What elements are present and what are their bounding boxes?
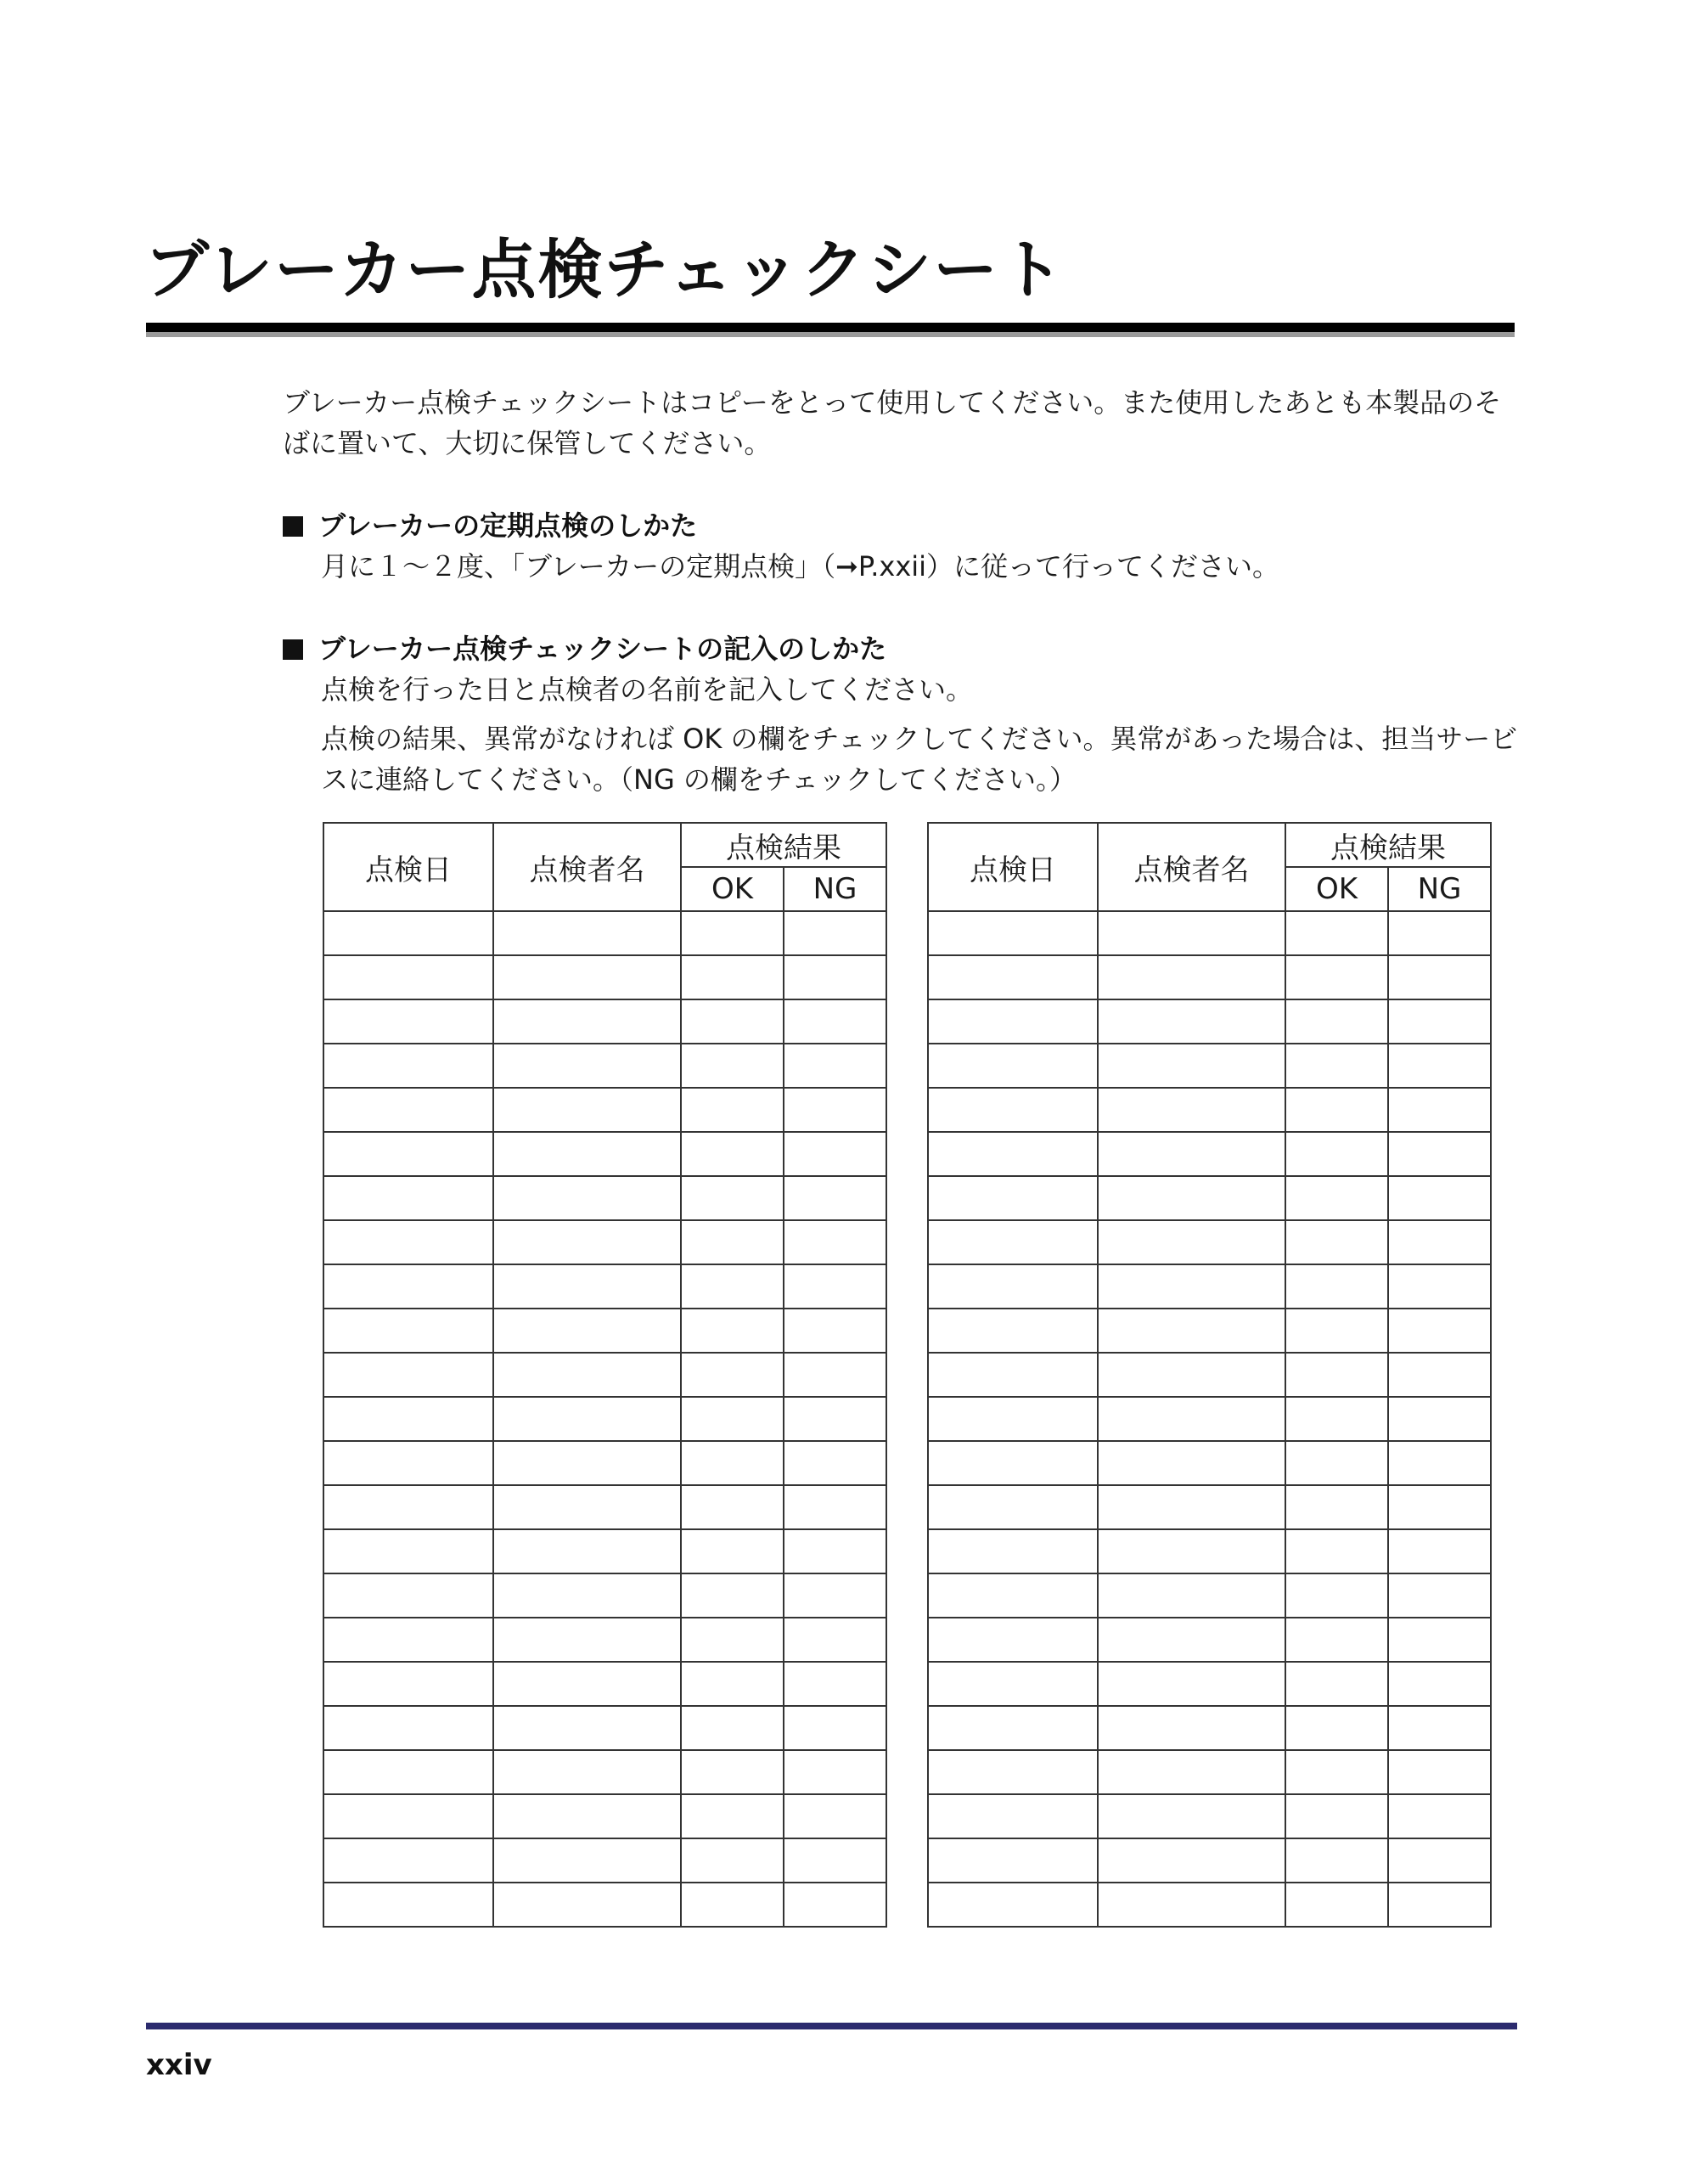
table-row bbox=[323, 1838, 886, 1883]
inspector-cell[interactable] bbox=[493, 1883, 681, 1927]
date-cell[interactable] bbox=[323, 1176, 493, 1220]
ok-checkbox-cell[interactable] bbox=[681, 1220, 784, 1264]
date-cell[interactable] bbox=[928, 1529, 1098, 1573]
inspector-cell[interactable] bbox=[1098, 1838, 1285, 1883]
date-cell[interactable] bbox=[323, 1529, 493, 1573]
ng-checkbox-cell[interactable] bbox=[784, 1529, 886, 1573]
inspector-cell[interactable] bbox=[493, 1706, 681, 1750]
inspector-cell[interactable] bbox=[1098, 1750, 1285, 1794]
header-ng: NG bbox=[1388, 867, 1491, 911]
date-cell[interactable] bbox=[323, 1485, 493, 1529]
date-cell[interactable] bbox=[928, 999, 1098, 1044]
ng-checkbox-cell[interactable] bbox=[1388, 1441, 1491, 1485]
ng-checkbox-cell[interactable] bbox=[1388, 955, 1491, 999]
date-cell[interactable] bbox=[928, 911, 1098, 955]
ng-checkbox-cell[interactable] bbox=[1388, 1220, 1491, 1264]
table-row bbox=[928, 1220, 1491, 1264]
section-body-how-to-fill bbox=[321, 669, 1522, 808]
date-cell[interactable] bbox=[928, 1573, 1098, 1618]
inspector-cell[interactable] bbox=[1098, 1397, 1285, 1441]
ok-checkbox-cell[interactable] bbox=[1285, 1132, 1388, 1176]
inspector-cell[interactable] bbox=[1098, 1485, 1285, 1529]
table-row bbox=[928, 1750, 1491, 1794]
section-paragraph: 点検の結果、異常がなければ OK の欄をチェックしてください。異常があった場合は、担当サービスに連絡してください。（NG の欄をチェックしてください。） bbox=[321, 723, 1518, 796]
date-cell[interactable] bbox=[928, 1750, 1098, 1794]
ok-checkbox-cell[interactable] bbox=[1285, 1706, 1388, 1750]
table-row bbox=[323, 1662, 886, 1706]
ng-checkbox-cell[interactable] bbox=[784, 1353, 886, 1397]
title-rule bbox=[146, 323, 1515, 332]
ng-checkbox-cell[interactable] bbox=[1388, 1750, 1491, 1794]
table-row bbox=[928, 1132, 1491, 1176]
ok-checkbox-cell[interactable] bbox=[1285, 1883, 1388, 1927]
ng-checkbox-cell[interactable] bbox=[1388, 1088, 1491, 1132]
ok-checkbox-cell[interactable] bbox=[681, 1794, 784, 1838]
table-row bbox=[928, 1485, 1491, 1529]
inspector-cell[interactable] bbox=[493, 1264, 681, 1309]
date-cell[interactable] bbox=[323, 1706, 493, 1750]
table-row bbox=[928, 1353, 1491, 1397]
ok-checkbox-cell[interactable] bbox=[681, 1838, 784, 1883]
section-heading-text: ブレーカー点検チェックシートの記入のしかた bbox=[318, 633, 887, 665]
ok-checkbox-cell[interactable] bbox=[681, 1883, 784, 1927]
inspector-cell[interactable] bbox=[493, 1485, 681, 1529]
table-row bbox=[323, 1088, 886, 1132]
ok-checkbox-cell[interactable] bbox=[681, 1662, 784, 1706]
inspector-cell[interactable] bbox=[493, 1088, 681, 1132]
ok-checkbox-cell[interactable] bbox=[681, 999, 784, 1044]
table-row bbox=[928, 911, 1491, 955]
inspector-cell[interactable] bbox=[1098, 1353, 1285, 1397]
table-row bbox=[928, 955, 1491, 999]
ok-checkbox-cell[interactable] bbox=[681, 1397, 784, 1441]
inspector-cell[interactable] bbox=[1098, 1662, 1285, 1706]
table-row bbox=[928, 1706, 1491, 1750]
ok-checkbox-cell[interactable] bbox=[1285, 999, 1388, 1044]
date-cell[interactable] bbox=[323, 1397, 493, 1441]
ng-checkbox-cell[interactable] bbox=[1388, 1176, 1491, 1220]
inspector-cell[interactable] bbox=[493, 955, 681, 999]
section-heading-periodic-inspection bbox=[283, 505, 697, 546]
table-row bbox=[323, 1397, 886, 1441]
table-body bbox=[323, 911, 886, 1927]
ok-checkbox-cell[interactable] bbox=[1285, 1353, 1388, 1397]
date-cell[interactable] bbox=[928, 1441, 1098, 1485]
table-row bbox=[323, 1883, 886, 1927]
table-row bbox=[928, 999, 1491, 1044]
date-cell[interactable] bbox=[323, 1441, 493, 1485]
ng-checkbox-cell[interactable] bbox=[1388, 1132, 1491, 1176]
date-cell[interactable] bbox=[928, 1838, 1098, 1883]
ng-checkbox-cell[interactable] bbox=[784, 1573, 886, 1618]
ng-checkbox-cell[interactable] bbox=[1388, 1264, 1491, 1309]
date-cell[interactable] bbox=[323, 1573, 493, 1618]
ok-checkbox-cell[interactable] bbox=[681, 1088, 784, 1132]
ok-checkbox-cell[interactable] bbox=[681, 1441, 784, 1485]
ok-checkbox-cell[interactable] bbox=[1285, 1441, 1388, 1485]
inspector-cell[interactable] bbox=[493, 1662, 681, 1706]
ng-checkbox-cell[interactable] bbox=[1388, 1397, 1491, 1441]
header-inspector: 点検者名 bbox=[493, 823, 681, 911]
table-row bbox=[928, 1838, 1491, 1883]
ok-checkbox-cell[interactable] bbox=[681, 955, 784, 999]
date-cell[interactable] bbox=[323, 1044, 493, 1088]
ng-checkbox-cell[interactable] bbox=[784, 1088, 886, 1132]
date-cell[interactable] bbox=[928, 1088, 1098, 1132]
inspector-cell[interactable] bbox=[1098, 1794, 1285, 1838]
inspector-cell[interactable] bbox=[1098, 1220, 1285, 1264]
ng-checkbox-cell[interactable] bbox=[1388, 1044, 1491, 1088]
table-row bbox=[928, 1309, 1491, 1353]
section-paragraph: 月に１～２度、「ブレーカーの定期点検」（➞P.xxii）に従って行ってください。 bbox=[321, 550, 1280, 583]
inspector-cell[interactable] bbox=[1098, 1573, 1285, 1618]
inspector-cell[interactable] bbox=[1098, 1618, 1285, 1662]
table-row bbox=[928, 1618, 1491, 1662]
date-cell[interactable] bbox=[323, 955, 493, 999]
date-cell[interactable] bbox=[928, 1794, 1098, 1838]
check-table-right bbox=[927, 822, 1492, 1928]
date-cell[interactable] bbox=[928, 1397, 1098, 1441]
ok-checkbox-cell[interactable] bbox=[1285, 1088, 1388, 1132]
date-cell[interactable] bbox=[323, 1883, 493, 1927]
ng-checkbox-cell[interactable] bbox=[1388, 1706, 1491, 1750]
ng-checkbox-cell[interactable] bbox=[1388, 1794, 1491, 1838]
date-cell[interactable] bbox=[323, 999, 493, 1044]
footer-rule bbox=[146, 2023, 1517, 2029]
header-date: 点検日 bbox=[323, 823, 493, 911]
square-bullet-icon bbox=[283, 516, 303, 537]
inspector-cell[interactable] bbox=[1098, 1176, 1285, 1220]
ok-checkbox-cell[interactable] bbox=[1285, 1485, 1388, 1529]
ok-checkbox-cell[interactable] bbox=[1285, 1618, 1388, 1662]
ng-checkbox-cell[interactable] bbox=[784, 1264, 886, 1309]
ng-checkbox-cell[interactable] bbox=[784, 1397, 886, 1441]
ok-checkbox-cell[interactable] bbox=[681, 1485, 784, 1529]
header-inspector: 点検者名 bbox=[1098, 823, 1285, 911]
date-cell[interactable] bbox=[928, 955, 1098, 999]
inspector-cell[interactable] bbox=[1098, 1706, 1285, 1750]
ok-checkbox-cell[interactable] bbox=[1285, 955, 1388, 999]
inspector-cell[interactable] bbox=[1098, 1883, 1285, 1927]
ok-checkbox-cell[interactable] bbox=[681, 1044, 784, 1088]
table-row bbox=[928, 1573, 1491, 1618]
intro-text: ブレーカー点検チェックシートはコピーをとって使用してください。また使用したあとも本製品のそばに置いて、大切に保管してください。 bbox=[283, 386, 1502, 459]
table-row bbox=[928, 1883, 1491, 1927]
ng-checkbox-cell[interactable] bbox=[1388, 999, 1491, 1044]
table-row bbox=[928, 1397, 1491, 1441]
ng-checkbox-cell[interactable] bbox=[784, 911, 886, 955]
ok-checkbox-cell[interactable] bbox=[1285, 911, 1388, 955]
ok-checkbox-cell[interactable] bbox=[1285, 1750, 1388, 1794]
ok-checkbox-cell[interactable] bbox=[681, 1176, 784, 1220]
table-row bbox=[928, 1662, 1491, 1706]
date-cell[interactable] bbox=[928, 1883, 1098, 1927]
ok-checkbox-cell[interactable] bbox=[681, 1573, 784, 1618]
date-cell[interactable] bbox=[928, 1706, 1098, 1750]
ng-checkbox-cell[interactable] bbox=[784, 1662, 886, 1706]
ok-checkbox-cell[interactable] bbox=[1285, 1309, 1388, 1353]
header-ok: OK bbox=[681, 867, 784, 911]
date-cell[interactable] bbox=[323, 1264, 493, 1309]
page-number: xxiv bbox=[146, 2048, 212, 2082]
page-title: ブレーカー点検チェックシート bbox=[144, 232, 1066, 307]
date-cell[interactable] bbox=[928, 1264, 1098, 1309]
ng-checkbox-cell[interactable] bbox=[784, 1794, 886, 1838]
inspector-cell[interactable] bbox=[493, 1573, 681, 1618]
date-cell[interactable] bbox=[323, 1838, 493, 1883]
ng-checkbox-cell[interactable] bbox=[1388, 1353, 1491, 1397]
ok-checkbox-cell[interactable] bbox=[681, 1264, 784, 1309]
table-row bbox=[323, 1264, 886, 1309]
inspector-cell[interactable] bbox=[1098, 1529, 1285, 1573]
header-result: 点検結果 bbox=[1285, 823, 1491, 867]
date-cell[interactable] bbox=[323, 1662, 493, 1706]
ng-checkbox-cell[interactable] bbox=[1388, 1838, 1491, 1883]
date-cell[interactable] bbox=[323, 1088, 493, 1132]
date-cell[interactable] bbox=[323, 1618, 493, 1662]
section-heading-how-to-fill bbox=[283, 628, 886, 669]
table-row bbox=[323, 1309, 886, 1353]
ok-checkbox-cell[interactable] bbox=[681, 1353, 784, 1397]
ok-checkbox-cell[interactable] bbox=[1285, 1529, 1388, 1573]
inspector-cell[interactable] bbox=[493, 1132, 681, 1176]
table-row bbox=[323, 1044, 886, 1088]
table-row bbox=[928, 1794, 1491, 1838]
ng-checkbox-cell[interactable] bbox=[1388, 1883, 1491, 1927]
inspector-cell[interactable] bbox=[493, 1838, 681, 1883]
inspector-cell[interactable] bbox=[1098, 1088, 1285, 1132]
date-cell[interactable] bbox=[323, 1750, 493, 1794]
inspector-cell[interactable] bbox=[493, 1529, 681, 1573]
table-row bbox=[323, 1573, 886, 1618]
table-row bbox=[323, 911, 886, 955]
ng-checkbox-cell[interactable] bbox=[1388, 1485, 1491, 1529]
ng-checkbox-cell[interactable] bbox=[784, 1044, 886, 1088]
inspector-cell[interactable] bbox=[493, 1309, 681, 1353]
header-ng: NG bbox=[784, 867, 886, 911]
square-bullet-icon bbox=[283, 639, 303, 660]
inspector-cell[interactable] bbox=[493, 1618, 681, 1662]
date-cell[interactable] bbox=[928, 1176, 1098, 1220]
inspector-cell[interactable] bbox=[493, 1441, 681, 1485]
header-result: 点検結果 bbox=[681, 823, 886, 867]
ok-checkbox-cell[interactable] bbox=[1285, 1397, 1388, 1441]
date-cell[interactable] bbox=[928, 1132, 1098, 1176]
inspector-cell[interactable] bbox=[1098, 955, 1285, 999]
table-body bbox=[928, 911, 1491, 1927]
date-cell[interactable] bbox=[928, 1353, 1098, 1397]
ng-checkbox-cell[interactable] bbox=[784, 1441, 886, 1485]
inspector-cell[interactable] bbox=[1098, 1441, 1285, 1485]
ng-checkbox-cell[interactable] bbox=[784, 1750, 886, 1794]
ng-checkbox-cell[interactable] bbox=[1388, 911, 1491, 955]
table-row bbox=[928, 1176, 1491, 1220]
ok-checkbox-cell[interactable] bbox=[1285, 1044, 1388, 1088]
ok-checkbox-cell[interactable] bbox=[1285, 1662, 1388, 1706]
inspector-cell[interactable] bbox=[1098, 1309, 1285, 1353]
header-date: 点検日 bbox=[928, 823, 1098, 911]
ok-checkbox-cell[interactable] bbox=[681, 1309, 784, 1353]
ng-checkbox-cell[interactable] bbox=[1388, 1662, 1491, 1706]
ng-checkbox-cell[interactable] bbox=[1388, 1573, 1491, 1618]
ok-checkbox-cell[interactable] bbox=[1285, 1794, 1388, 1838]
ok-checkbox-cell[interactable] bbox=[681, 911, 784, 955]
ng-checkbox-cell[interactable] bbox=[784, 1883, 886, 1927]
ng-checkbox-cell[interactable] bbox=[784, 1132, 886, 1176]
table-row bbox=[323, 1750, 886, 1794]
header-ok: OK bbox=[1285, 867, 1388, 911]
ok-checkbox-cell[interactable] bbox=[1285, 1264, 1388, 1309]
date-cell[interactable] bbox=[928, 1044, 1098, 1088]
date-cell[interactable] bbox=[928, 1309, 1098, 1353]
inspector-cell[interactable] bbox=[493, 1750, 681, 1794]
table-row bbox=[928, 1529, 1491, 1573]
date-cell[interactable] bbox=[323, 1220, 493, 1264]
ng-checkbox-cell[interactable] bbox=[784, 955, 886, 999]
inspector-cell[interactable] bbox=[1098, 1264, 1285, 1309]
section-heading-text: ブレーカーの定期点検のしかた bbox=[318, 509, 698, 542]
inspector-cell[interactable] bbox=[1098, 911, 1285, 955]
section-body-periodic-inspection bbox=[321, 546, 1522, 595]
ok-checkbox-cell[interactable] bbox=[681, 1132, 784, 1176]
date-cell[interactable] bbox=[323, 1309, 493, 1353]
inspector-cell[interactable] bbox=[493, 1353, 681, 1397]
ng-checkbox-cell[interactable] bbox=[784, 1838, 886, 1883]
ok-checkbox-cell[interactable] bbox=[1285, 1573, 1388, 1618]
table-row bbox=[323, 955, 886, 999]
table-row bbox=[323, 999, 886, 1044]
ok-checkbox-cell[interactable] bbox=[681, 1529, 784, 1573]
ng-checkbox-cell[interactable] bbox=[784, 1176, 886, 1220]
ng-checkbox-cell[interactable] bbox=[784, 1485, 886, 1529]
ok-checkbox-cell[interactable] bbox=[681, 1618, 784, 1662]
inspector-cell[interactable] bbox=[493, 1044, 681, 1088]
table-row bbox=[323, 1485, 886, 1529]
inspector-cell[interactable] bbox=[1098, 1132, 1285, 1176]
inspector-cell[interactable] bbox=[493, 999, 681, 1044]
date-cell[interactable] bbox=[928, 1220, 1098, 1264]
ng-checkbox-cell[interactable] bbox=[1388, 1618, 1491, 1662]
table-row bbox=[928, 1088, 1491, 1132]
date-cell[interactable] bbox=[323, 1132, 493, 1176]
table-row bbox=[323, 1706, 886, 1750]
ok-checkbox-cell[interactable] bbox=[681, 1706, 784, 1750]
table-row bbox=[323, 1618, 886, 1662]
table-row bbox=[323, 1220, 886, 1264]
inspector-cell[interactable] bbox=[493, 1397, 681, 1441]
date-cell[interactable] bbox=[928, 1485, 1098, 1529]
table-row bbox=[323, 1794, 886, 1838]
title-rule-shadow bbox=[146, 332, 1515, 337]
inspector-cell[interactable] bbox=[493, 1220, 681, 1264]
ng-checkbox-cell[interactable] bbox=[784, 1309, 886, 1353]
table-row bbox=[323, 1176, 886, 1220]
table-row bbox=[323, 1529, 886, 1573]
table-row bbox=[323, 1441, 886, 1485]
ok-checkbox-cell[interactable] bbox=[1285, 1838, 1388, 1883]
ng-checkbox-cell[interactable] bbox=[784, 1618, 886, 1662]
inspector-cell[interactable] bbox=[493, 1794, 681, 1838]
ng-checkbox-cell[interactable] bbox=[784, 999, 886, 1044]
inspector-cell[interactable] bbox=[493, 1176, 681, 1220]
ok-checkbox-cell[interactable] bbox=[1285, 1176, 1388, 1220]
section-paragraph: 点検を行った日と点検者の名前を記入してください。 bbox=[321, 673, 974, 706]
inspector-cell[interactable] bbox=[1098, 1044, 1285, 1088]
date-cell[interactable] bbox=[928, 1618, 1098, 1662]
ng-checkbox-cell[interactable] bbox=[784, 1706, 886, 1750]
table-row bbox=[323, 1132, 886, 1176]
table-row bbox=[928, 1441, 1491, 1485]
ok-checkbox-cell[interactable] bbox=[681, 1750, 784, 1794]
inspector-cell[interactable] bbox=[493, 911, 681, 955]
table-row bbox=[928, 1044, 1491, 1088]
date-cell[interactable] bbox=[928, 1662, 1098, 1706]
ng-checkbox-cell[interactable] bbox=[1388, 1309, 1491, 1353]
date-cell[interactable] bbox=[323, 1353, 493, 1397]
ok-checkbox-cell[interactable] bbox=[1285, 1220, 1388, 1264]
table-row bbox=[928, 1264, 1491, 1309]
ng-checkbox-cell[interactable] bbox=[784, 1220, 886, 1264]
date-cell[interactable] bbox=[323, 1794, 493, 1838]
inspector-cell[interactable] bbox=[1098, 999, 1285, 1044]
ng-checkbox-cell[interactable] bbox=[1388, 1529, 1491, 1573]
table-row bbox=[323, 1353, 886, 1397]
check-table-left bbox=[323, 822, 887, 1928]
date-cell[interactable] bbox=[323, 911, 493, 955]
